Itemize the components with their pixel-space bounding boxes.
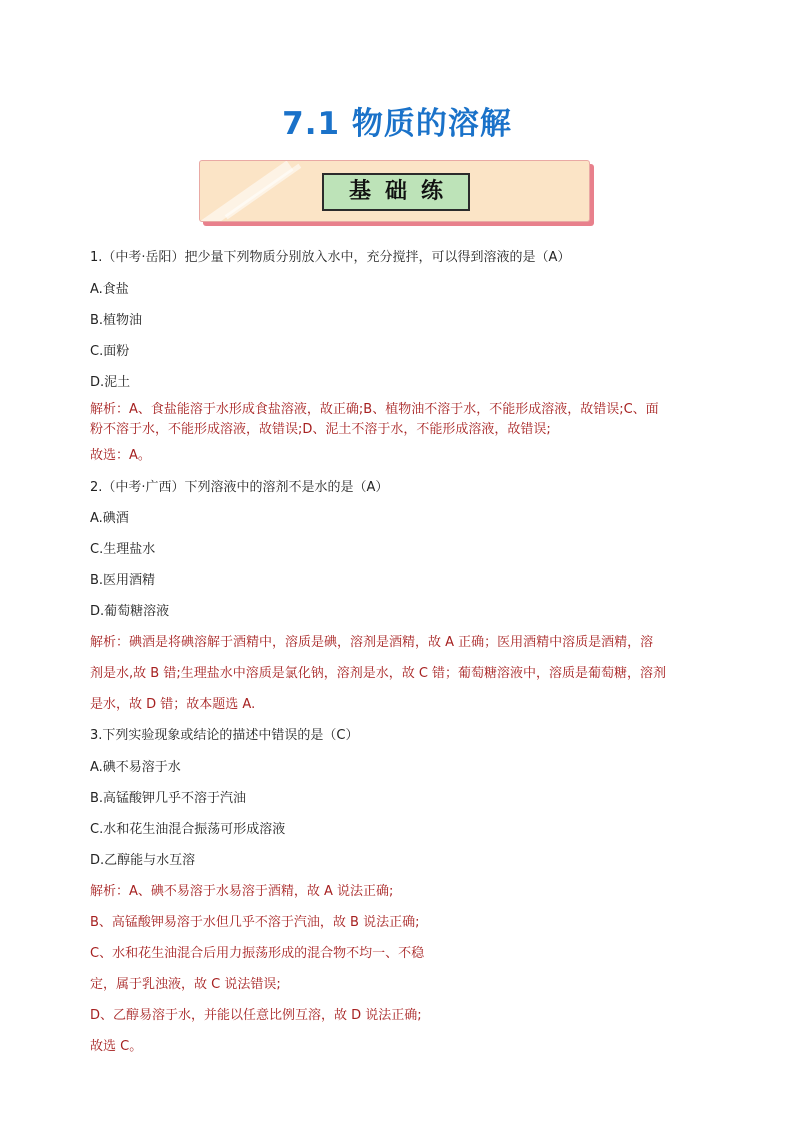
question-3-option-b: B.高锰酸钾几乎不溶于汽油 <box>90 791 247 806</box>
question-2-option: B.医用酒精 <box>90 573 156 588</box>
question-1-option-a: A.食盐 <box>90 282 129 297</box>
question-1-option-d: D.泥土 <box>90 375 131 390</box>
question-2-analysis: 解析：碘酒是将碘溶解于酒精中，溶质是碘，溶剂是酒精，故 A 正确；医用酒精中溶质是酒精，溶 <box>90 635 654 650</box>
question-3-analysis: B、高锰酸钾易溶于水但几乎不溶于汽油，故 B 说法正确; <box>90 915 420 930</box>
question-1-analysis: 解析：A、食盐能溶于水形成食盐溶液，故正确;B、植物油不溶于水，不能形成溶液，故错误;C、面 <box>90 402 659 417</box>
question-3-analysis: D、乙醇易溶于水，并能以任意比例互溶，故 D 说法正确; <box>90 1008 422 1023</box>
question-2-analysis: 是水，故 D 错；故本题选 A. <box>90 697 256 712</box>
question-1-answer: 故选：A。 <box>90 448 151 463</box>
question-1-analysis: 粉不溶于水，不能形成溶液，故错误;D、泥土不溶于水，不能形成溶液，故错误; <box>90 422 551 437</box>
question-3-answer: 故选 C。 <box>90 1039 143 1054</box>
banner-decoration <box>225 164 302 220</box>
question-3-option-d: D.乙醇能与水互溶 <box>90 853 196 868</box>
section-banner <box>199 160 594 226</box>
question-1-option-c: C.面粉 <box>90 344 130 359</box>
question-3-analysis: 定，属于乳浊液，故 C 说法错误; <box>90 977 281 992</box>
question-2-stem: 2.（中考·广西）下列溶液中的溶剂不是水的是（A） <box>90 480 389 495</box>
question-3-analysis: C、水和花生油混合后用力振荡形成的混合物不均一、不稳 <box>90 946 425 961</box>
question-2-option: D.葡萄糖溶液 <box>90 604 170 619</box>
page-title: 7.1 物质的溶解 <box>282 106 512 142</box>
question-3-stem: 3.下列实验现象或结论的描述中错误的是（C） <box>90 728 359 743</box>
question-3-option-c: C.水和花生油混合振荡可形成溶液 <box>90 822 286 837</box>
banner-decoration <box>199 161 293 222</box>
question-2-option: A.碘酒 <box>90 511 129 526</box>
question-2-option: C.生理盐水 <box>90 542 156 557</box>
question-1-option-b: B.植物油 <box>90 313 143 328</box>
question-3-option-a: A.碘不易溶于水 <box>90 760 181 775</box>
banner-panel <box>199 160 590 222</box>
question-2-analysis: 剂是水,故 B 错;生理盐水中溶质是氯化钠，溶剂是水，故 C 错；葡萄糖溶液中，溶质是葡萄糖，溶剂 <box>90 666 667 681</box>
question-1-stem: 1.（中考·岳阳）把少量下列物质分别放入水中，充分搅拌，可以得到溶液的是（A） <box>90 250 571 265</box>
question-3-analysis: 解析：A、碘不易溶于水易溶于酒精，故 A 说法正确; <box>90 884 394 899</box>
section-label: 基础练 <box>322 173 470 211</box>
